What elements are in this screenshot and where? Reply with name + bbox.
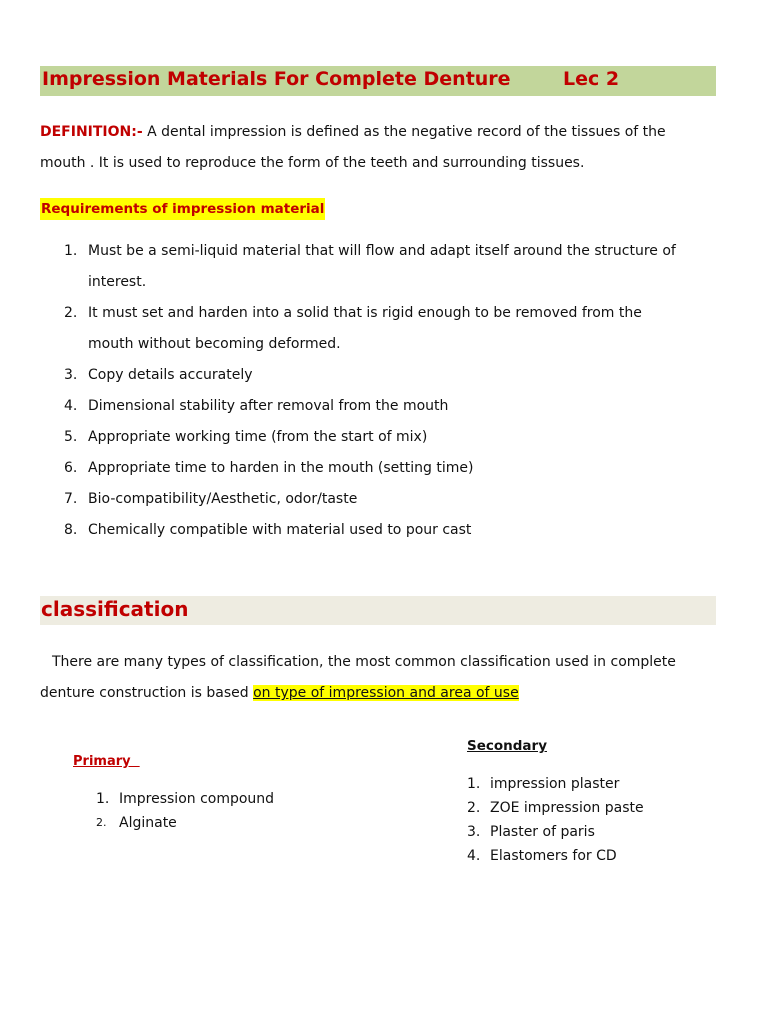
list-item: [467, 820, 644, 844]
requirements-list: [64, 236, 724, 546]
list-number: 5.: [64, 429, 78, 445]
primary-label: Primary: [73, 754, 140, 769]
secondary-list: [467, 772, 644, 868]
list-item-text: ZOE impression paste: [490, 800, 644, 816]
list-number: 8.: [64, 522, 78, 538]
definition-line-2: mouth . It is used to reproduce the form of the teeth and surrounding tissues.: [40, 155, 585, 171]
list-item: [96, 811, 274, 835]
list-number: 2.: [96, 816, 107, 829]
list-item: [64, 484, 724, 515]
list-item: [467, 796, 644, 820]
list-item: [64, 391, 724, 422]
classification-heading: classification: [41, 597, 189, 621]
definition-line-1: [40, 117, 730, 148]
list-item-text: Appropriate time to harden in the mouth (setting time): [88, 460, 474, 476]
list-number: 2.: [64, 305, 78, 321]
list-item: [64, 515, 724, 546]
list-number: 7.: [64, 491, 78, 507]
lecture-number: Lec 2: [563, 68, 620, 90]
list-number: 4.: [64, 398, 78, 414]
list-item: [64, 360, 724, 391]
intro-text: denture construction is based: [40, 685, 254, 701]
list-item-text: Bio-compatibility/Aesthetic, odor/taste: [88, 491, 358, 507]
list-number: 6.: [64, 460, 78, 476]
list-number: 4.: [467, 848, 481, 864]
list-item: [467, 844, 644, 868]
list-item-text: Plaster of paris: [490, 824, 595, 840]
list-item-text: Dimensional stability after removal from the mouth: [88, 398, 449, 414]
list-item: [64, 453, 724, 484]
list-item-text: Elastomers for CD: [490, 848, 617, 864]
primary-list: [96, 787, 274, 835]
document-title: Impression Materials For Complete Denture: [42, 68, 511, 90]
list-item: [64, 422, 724, 453]
list-item-text: Alginate: [119, 815, 177, 831]
list-item-text: impression plaster: [490, 776, 620, 792]
requirements-heading: Requirements of impression material: [40, 198, 325, 220]
list-number: 1.: [96, 791, 110, 807]
list-item: [96, 787, 274, 811]
list-item-text: It must set and harden into a solid that is rigid enough to be removed from the: [88, 305, 642, 321]
list-item-text: Chemically compatible with material used to pour cast: [88, 522, 472, 538]
list-item-text-continued: mouth without becoming deformed.: [88, 336, 341, 352]
list-number: 2.: [467, 800, 481, 816]
list-number: 1.: [467, 776, 481, 792]
list-number: 3.: [467, 824, 481, 840]
list-item-text-continued: interest.: [88, 274, 147, 290]
definition-paragraph: [40, 117, 730, 179]
list-number: 3.: [64, 367, 78, 383]
list-item-text: Appropriate working time (from the start of mix): [88, 429, 428, 445]
list-number: 1.: [64, 243, 78, 259]
list-item: [64, 298, 724, 360]
secondary-label: Secondary: [467, 738, 547, 754]
list-item-text: Copy details accurately: [88, 367, 253, 383]
intro-line-2: [40, 678, 740, 709]
classification-intro: [40, 647, 740, 709]
definition-text-1: A dental impression is defined as the negative record of the tissues of the: [142, 124, 666, 140]
list-item: [64, 236, 724, 298]
list-item-text: Impression compound: [119, 791, 275, 807]
definition-label: DEFINITION:-: [40, 124, 143, 140]
list-item-text: Must be a semi-liquid material that will flow and adapt itself around the structure of: [88, 243, 676, 259]
list-item: [467, 772, 644, 796]
intro-highlight: on type of impression and area of use: [253, 685, 519, 701]
intro-line-1: There are many types of classification, the most common classification used in complete: [52, 654, 676, 670]
